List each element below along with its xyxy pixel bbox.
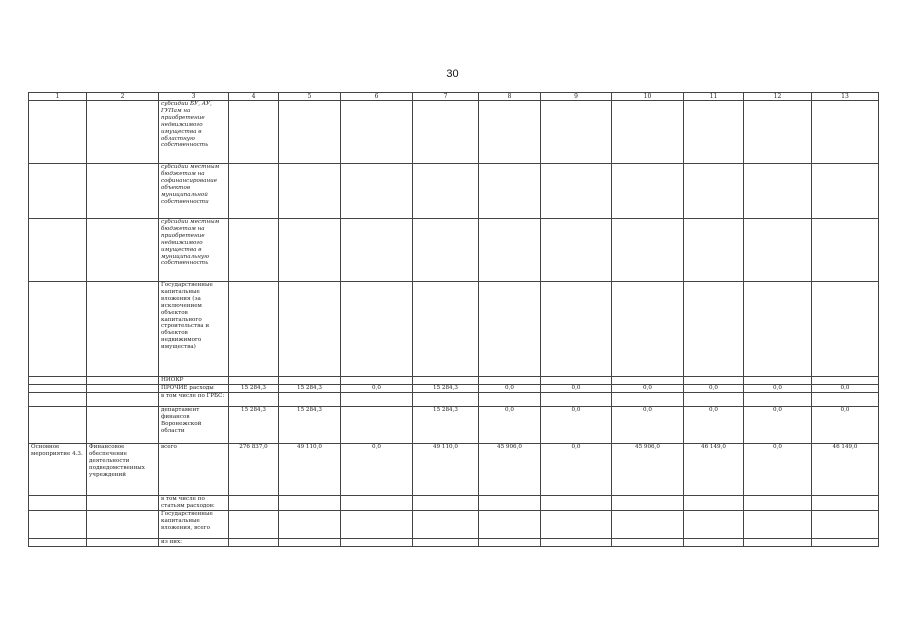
header-cell: 6 — [341, 93, 413, 101]
header-cell: 5 — [279, 93, 341, 101]
value-cell — [744, 219, 812, 282]
value-cell — [541, 101, 612, 164]
title-cell: Финансовое обеспечение деятельности подведомственных учреждений — [87, 444, 159, 496]
source-cell: из них: — [159, 539, 229, 547]
value-cell: 15 284,3 — [413, 407, 479, 444]
measure-cell — [29, 219, 87, 282]
value-cell — [229, 496, 279, 511]
measure-cell — [29, 496, 87, 511]
value-cell — [229, 219, 279, 282]
value-cell — [341, 282, 413, 377]
value-cell — [413, 282, 479, 377]
title-cell — [87, 385, 159, 393]
value-cell — [413, 393, 479, 407]
header-row — [29, 93, 879, 101]
title-cell — [87, 377, 159, 385]
value-cell — [479, 101, 541, 164]
value-cell — [812, 539, 879, 547]
value-cell — [744, 511, 812, 539]
source-cell: всего — [159, 444, 229, 496]
value-cell — [684, 377, 744, 385]
table-row-expense-items — [29, 496, 879, 511]
value-cell — [812, 282, 879, 377]
source-cell: в том числе по ГРБС: — [159, 393, 229, 407]
table-row-state-capital-investments — [29, 282, 879, 377]
value-cell — [279, 101, 341, 164]
measure-cell — [29, 539, 87, 547]
title-cell — [87, 539, 159, 547]
measure-cell — [29, 164, 87, 219]
title-cell — [87, 496, 159, 511]
value-cell: 0,0 — [744, 407, 812, 444]
value-cell — [812, 496, 879, 511]
value-cell: 0,0 — [341, 385, 413, 393]
header-cell: 10 — [612, 93, 684, 101]
value-cell — [541, 282, 612, 377]
value-cell: 0,0 — [684, 385, 744, 393]
value-cell — [479, 496, 541, 511]
source-cell: ПРОЧИЕ расходы — [159, 385, 229, 393]
value-cell: 15 284,3 — [279, 407, 341, 444]
value-cell — [341, 219, 413, 282]
table-row-grbs-breakdown — [29, 393, 879, 407]
title-cell — [87, 219, 159, 282]
value-cell — [341, 101, 413, 164]
value-cell — [479, 511, 541, 539]
value-cell — [612, 496, 684, 511]
source-cell: Государственные капитальные вложения (за исключением объектов капитального строительства и объектов недвижимого имущества) — [159, 282, 229, 377]
value-cell — [812, 164, 879, 219]
value-cell — [541, 539, 612, 547]
value-cell — [479, 539, 541, 547]
value-cell — [479, 377, 541, 385]
value-cell — [812, 219, 879, 282]
value-cell: 15 284,3 — [229, 385, 279, 393]
value-cell — [229, 164, 279, 219]
value-cell — [279, 511, 341, 539]
value-cell: 0,0 — [744, 385, 812, 393]
value-cell — [612, 164, 684, 219]
value-cell — [812, 377, 879, 385]
value-cell — [684, 164, 744, 219]
value-cell: 0,0 — [479, 407, 541, 444]
value-cell — [541, 219, 612, 282]
page-number: 30 — [446, 68, 459, 80]
value-cell — [744, 282, 812, 377]
value-cell — [229, 539, 279, 547]
table-row-subsidies-state-institutions — [29, 101, 879, 164]
value-cell — [684, 101, 744, 164]
value-cell — [413, 101, 479, 164]
value-cell — [341, 496, 413, 511]
value-cell: 46 149,0 — [812, 444, 879, 496]
value-cell — [684, 219, 744, 282]
title-cell — [87, 164, 159, 219]
table-row-other-expenses — [29, 385, 879, 393]
value-cell: 15 284,3 — [229, 407, 279, 444]
measure-cell — [29, 377, 87, 385]
value-cell: 15 284,3 — [413, 385, 479, 393]
table-row-main-measure-4-3 — [29, 444, 879, 496]
header-cell: 13 — [812, 93, 879, 101]
value-cell — [229, 393, 279, 407]
value-cell: 0,0 — [684, 407, 744, 444]
value-cell — [279, 377, 341, 385]
value-cell — [541, 496, 612, 511]
value-cell — [612, 282, 684, 377]
value-cell — [744, 539, 812, 547]
value-cell — [341, 377, 413, 385]
source-cell: департамент финансов Воронежской области — [159, 407, 229, 444]
measure-cell — [29, 511, 87, 539]
value-cell — [684, 496, 744, 511]
source-cell: субсидии местным бюджетам на софинансирование объектов муниципальной собственности — [159, 164, 229, 219]
title-cell — [87, 393, 159, 407]
value-cell: 0,0 — [541, 407, 612, 444]
value-cell — [279, 282, 341, 377]
header-cell: 3 — [159, 93, 229, 101]
header-cell: 4 — [229, 93, 279, 101]
value-cell — [612, 219, 684, 282]
value-cell: 0,0 — [612, 407, 684, 444]
source-cell: НИОКР — [159, 377, 229, 385]
value-cell — [541, 393, 612, 407]
value-cell — [479, 164, 541, 219]
table-row-niokr — [29, 377, 879, 385]
measure-cell — [29, 101, 87, 164]
value-cell — [413, 496, 479, 511]
title-cell — [87, 101, 159, 164]
table-row-state-capital-total — [29, 511, 879, 539]
value-cell — [341, 511, 413, 539]
value-cell — [413, 219, 479, 282]
value-cell — [612, 377, 684, 385]
value-cell: 49 110,0 — [413, 444, 479, 496]
header-cell: 9 — [541, 93, 612, 101]
source-cell: субсидии местным бюджетам на приобретение недвижимого имущества в муниципальную собственность — [159, 219, 229, 282]
value-cell — [279, 539, 341, 547]
value-cell — [229, 282, 279, 377]
value-cell — [612, 511, 684, 539]
table-row-subsidies-municipal-cofinancing — [29, 164, 879, 219]
value-cell — [413, 539, 479, 547]
header-cell: 2 — [87, 93, 159, 101]
value-cell: 0,0 — [541, 385, 612, 393]
measure-cell — [29, 393, 87, 407]
table-row-finance-department — [29, 407, 879, 444]
value-cell — [341, 539, 413, 547]
value-cell — [812, 101, 879, 164]
value-cell — [541, 511, 612, 539]
table-row-of-them — [29, 539, 879, 547]
value-cell — [479, 282, 541, 377]
value-cell — [479, 393, 541, 407]
value-cell: 276 837,0 — [229, 444, 279, 496]
value-cell: 0,0 — [341, 444, 413, 496]
budget-table — [28, 92, 879, 547]
source-cell: субсидии БУ, АУ, ГУПам на приобретение недвижимого имущества в областную собственность — [159, 101, 229, 164]
value-cell: 0,0 — [612, 385, 684, 393]
value-cell: 46 149,0 — [684, 444, 744, 496]
value-cell — [744, 393, 812, 407]
source-cell: в том числе по статьям расходов: — [159, 496, 229, 511]
value-cell — [229, 377, 279, 385]
header-cell: 12 — [744, 93, 812, 101]
value-cell — [229, 511, 279, 539]
measure-cell — [29, 282, 87, 377]
value-cell — [541, 377, 612, 385]
value-cell: 45 906,0 — [612, 444, 684, 496]
value-cell: 45 906,0 — [479, 444, 541, 496]
header-cell: 7 — [413, 93, 479, 101]
value-cell — [684, 282, 744, 377]
value-cell — [279, 393, 341, 407]
measure-cell — [29, 407, 87, 444]
value-cell: 0,0 — [479, 385, 541, 393]
header-cell: 11 — [684, 93, 744, 101]
value-cell — [341, 164, 413, 219]
value-cell — [279, 164, 341, 219]
value-cell: 49 110,0 — [279, 444, 341, 496]
title-cell — [87, 282, 159, 377]
measure-cell: Основное мероприятие 4.3. — [29, 444, 87, 496]
value-cell — [612, 393, 684, 407]
title-cell — [87, 511, 159, 539]
value-cell — [744, 496, 812, 511]
value-cell — [812, 393, 879, 407]
value-cell — [341, 407, 413, 444]
value-cell — [479, 219, 541, 282]
value-cell — [279, 496, 341, 511]
value-cell — [612, 101, 684, 164]
value-cell — [744, 377, 812, 385]
value-cell — [229, 101, 279, 164]
table-row-subsidies-municipal-property — [29, 219, 879, 282]
value-cell — [812, 511, 879, 539]
value-cell: 0,0 — [541, 444, 612, 496]
value-cell — [413, 511, 479, 539]
title-cell — [87, 407, 159, 444]
value-cell — [684, 393, 744, 407]
value-cell: 0,0 — [744, 444, 812, 496]
value-cell — [413, 164, 479, 219]
value-cell — [279, 219, 341, 282]
value-cell — [744, 164, 812, 219]
value-cell — [612, 539, 684, 547]
value-cell — [341, 393, 413, 407]
value-cell — [684, 539, 744, 547]
value-cell — [541, 164, 612, 219]
value-cell — [744, 101, 812, 164]
measure-cell — [29, 385, 87, 393]
header-cell: 1 — [29, 93, 87, 101]
source-cell: Государственные капитальные вложения, всего — [159, 511, 229, 539]
value-cell — [413, 377, 479, 385]
value-cell: 15 284,3 — [279, 385, 341, 393]
header-cell: 8 — [479, 93, 541, 101]
value-cell: 0,0 — [812, 385, 879, 393]
value-cell — [684, 511, 744, 539]
value-cell: 0,0 — [812, 407, 879, 444]
